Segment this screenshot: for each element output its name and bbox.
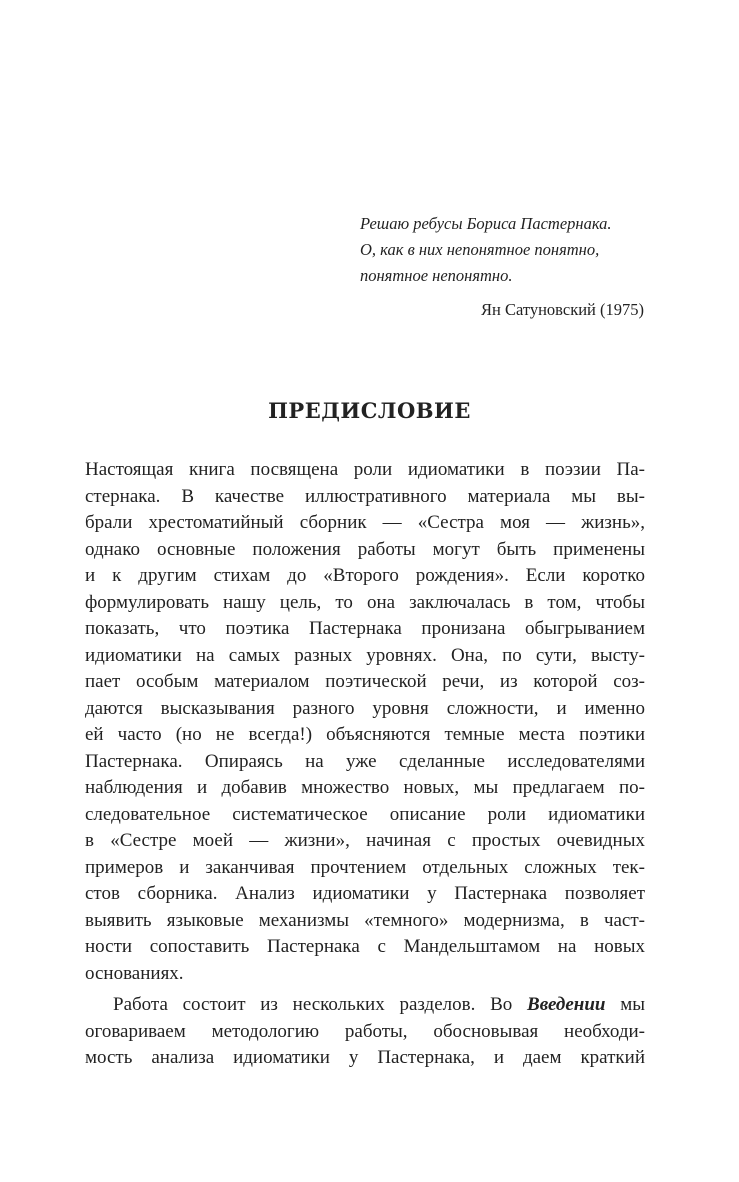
- text-fragment: Работа состоит из нескольких разделов. Во: [113, 994, 528, 1015]
- page-title: ПРЕДИСЛОВИЕ: [268, 398, 471, 423]
- epigraph: [360, 211, 650, 323]
- text-line: примеров и заканчивая прочтением отдельных сложных тек-: [85, 856, 645, 878]
- text-line: показать, что поэтика Пастернака пронизана обыгрыванием: [85, 618, 645, 639]
- text-line: выявить языковые механизмы «темного» модернизма, в част-: [85, 909, 645, 931]
- paragraph-1: [85, 457, 645, 987]
- emphasis-term: Введении: [527, 994, 606, 1015]
- text-line: формулировать нашу цель, то она заключалась в том, чтобы: [85, 591, 645, 613]
- text-line: пает особым материалом поэтической речи, из которой соз-: [85, 671, 645, 692]
- text-line: оговариваем методологию работы, обосновывая необходи-: [85, 1020, 645, 1042]
- text-line: мость анализа идиоматики у Пастернака, и даем краткий: [85, 1047, 645, 1068]
- text-line: наблюдения и добавив множество новых, мы предлагаем по-: [85, 777, 645, 798]
- text-line: даются высказывания разного уровня сложности, и именно: [85, 697, 645, 719]
- body-text: [85, 457, 645, 1072]
- text-line: следовательное систематическое описание роли идиоматики: [85, 803, 645, 825]
- text-fragment: мы: [605, 994, 646, 1015]
- text-line: стернака. В качестве иллюстративного материала мы вы-: [85, 485, 645, 507]
- text-line: ей часто (но не всегда!) объясняются темные места поэтики: [85, 724, 645, 745]
- text-line: брали хрестоматийный сборник — «Сестра моя — жизнь»,: [85, 512, 645, 533]
- text-line: однако основные положения работы могут быть применены: [85, 538, 645, 560]
- text-line: Настоящая книга посвящена роли идиоматики в поэзии Па-: [85, 459, 645, 480]
- paragraph-2: [85, 992, 645, 1072]
- text-line: ности сопоставить Пастернака с Мандельштамом на новых: [85, 936, 645, 957]
- text-line: основаниях.: [85, 962, 184, 984]
- text-line: [85, 992, 645, 1019]
- text-line: стов сборника. Анализ идиоматики у Пастернака позволяет: [85, 883, 645, 904]
- text-line: идиоматики на самых разных уровнях. Она, по сути, высту-: [85, 644, 645, 666]
- text-line: в «Сестре моей — жизни», начиная с простых очевидных: [85, 830, 645, 851]
- text-line: Пастернака. Опираясь на уже сделанные исследователями: [85, 750, 645, 772]
- epigraph-line: О, как в них непонятное понятно,: [360, 240, 600, 259]
- epigraph-attribution: Ян Сатуновский (1975): [481, 300, 644, 319]
- epigraph-line: понятное непонятно.: [360, 266, 513, 285]
- epigraph-line: Решаю ребусы Бориса Пастернака.: [360, 214, 612, 233]
- text-line: и к другим стихам до «Второго рождения». Если коротко: [85, 565, 645, 586]
